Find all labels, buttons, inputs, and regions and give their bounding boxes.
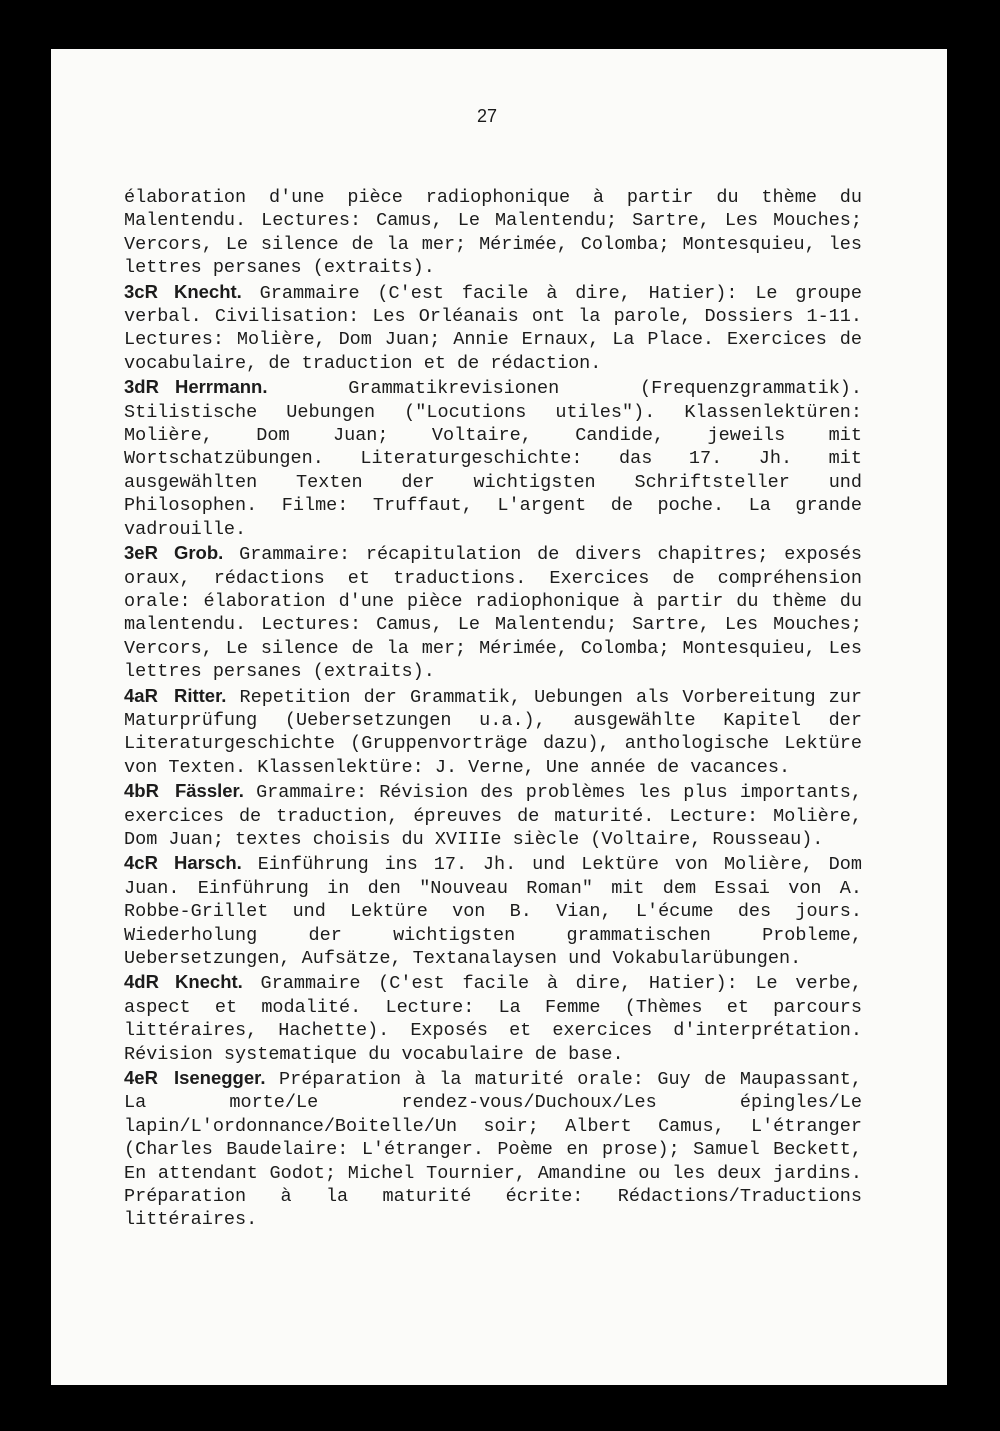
intro-paragraph: élaboration d'une pièce radiophonique à partir du thème du Malentendu. Lectures: Camus, Le Malentendu; Sartre, Les Mouches; Vercors, Le silence de la mer; Mérimée, Colomba; Montesquieu, les lettres persanes (extraits). bbox=[124, 187, 862, 279]
class-code: 4eR bbox=[124, 1067, 158, 1089]
course-entry-3eR bbox=[124, 541, 862, 683]
course-entry-4cR bbox=[124, 851, 862, 970]
class-code: 4bR bbox=[124, 780, 159, 802]
page-body bbox=[124, 186, 862, 1232]
course-description: Grammaire: Révision des problèmes les plus importants, exercices de traduction, épreuves de maturité. Lecture: Molière, Dom Juan; textes choisis du XVIIIe siècle (Voltaire, Rousseau). bbox=[124, 782, 863, 850]
course-description: Repetition der Grammatik, Uebungen als Vorbereitung zur Maturprüfung (Uebersetzungen u.a.), ausgewählte Kapitel der Literaturgeschichte (Gruppenvorträge dazu), anthologische Lektüre von Texten. Klassenlektüre: J. Verne, Une année de vacances. bbox=[124, 686, 862, 778]
teacher-name: Grob. bbox=[173, 542, 224, 564]
teacher-name: Knecht. bbox=[173, 280, 242, 302]
course-description: Grammatikrevisionen (Frequenzgrammatik). Stilistische Uebungen ("Locutions utiles"). Klassenlektüren: Molière, Dom Juan; Voltaire, Candide, jeweils mit Wortschatzübungen. Literaturgeschichte: das 17. Jh. mit ausgewählten Texten der wichtigsten Schriftsteller und Philosophen. Filme: Truffaut, L'argent de poche. La grande vadrouille. bbox=[124, 378, 863, 540]
class-code: 3dR bbox=[124, 376, 159, 398]
course-description: Grammaire (C'est facile à dire, Hatier): Le verbe, aspect et modalité. Lecture: La Femme (Thèmes et parcours littéraires, Hachette). Exposés et exercices d'interprétation. Révision systematique du vocabulaire de base. bbox=[124, 973, 862, 1065]
teacher-name: Fässler. bbox=[174, 780, 244, 802]
course-description: Grammaire (C'est facile à dire, Hatier): Le groupe verbal. Civilisation: Les Orléanais ont la parole, Dossiers 1-11. Lectures: Molière, Dom Juan; Annie Ernaux, La Place. Exercices de vocabulaire, de traduction et de rédaction. bbox=[124, 282, 862, 374]
teacher-name: Ritter. bbox=[173, 684, 227, 706]
course-description: Einführung ins 17. Jh. und Lektüre von Molière, Dom Juan. Einführung in den "Nouveau Roman" mit dem Essai von A. Robbe-Grillet und Lektüre von B. Vian, L'écume des jours. Wiederholung der wichtigsten grammatischen Probleme, Uebersetzungen, Aufsätze, Textanalaysen und Vokabularübungen. bbox=[124, 854, 862, 969]
course-description: Préparation à la maturité orale: Guy de Maupassant, La morte/Le rendez-vous/Duchoux/Les épingles/Le lapin/L'ordonnance/Boitelle/Un soir; Albert Camus, L'étranger (Charles Baudelaire: L'étranger. Poème en prose); Samuel Beckett, En attendant Godot; Michel Tournier, Amandine ou les deux jardins. Préparation à la maturité écrite: Rédactions/Traductions littéraires. bbox=[124, 1069, 862, 1231]
document-page bbox=[51, 49, 947, 1385]
course-description: Grammaire: récapitulation de divers chapitres; exposés oraux, rédactions et traductions. Exercices de compréhension orale: élaboration d'une pièce radiophonique à partir du thème du malentendu. Lectures: Camus, Le Malentendu; Sartre, Les Mouches; Vercors, Le silence de la mer; Mérimée, Colomba; Montesquieu, Les lettres persanes (extraits). bbox=[124, 544, 863, 683]
teacher-name: Harsch. bbox=[173, 852, 242, 874]
class-code: 4dR bbox=[124, 971, 159, 993]
teacher-name: Herrmann. bbox=[174, 376, 268, 398]
course-entry-3dR bbox=[124, 375, 862, 541]
course-entry-3cR bbox=[124, 280, 862, 376]
course-entry-4eR bbox=[124, 1066, 862, 1232]
class-code: 3eR bbox=[124, 542, 158, 564]
class-code: 4cR bbox=[124, 852, 158, 874]
page-number: 27 bbox=[476, 106, 498, 126]
class-code: 3cR bbox=[124, 280, 158, 302]
course-entry-4aR bbox=[124, 684, 862, 780]
teacher-name: Knecht. bbox=[174, 971, 243, 993]
teacher-name: Isenegger. bbox=[173, 1067, 266, 1089]
class-code: 4aR bbox=[124, 684, 158, 706]
course-entry-4dR bbox=[124, 970, 862, 1066]
course-entry-4bR bbox=[124, 779, 862, 851]
